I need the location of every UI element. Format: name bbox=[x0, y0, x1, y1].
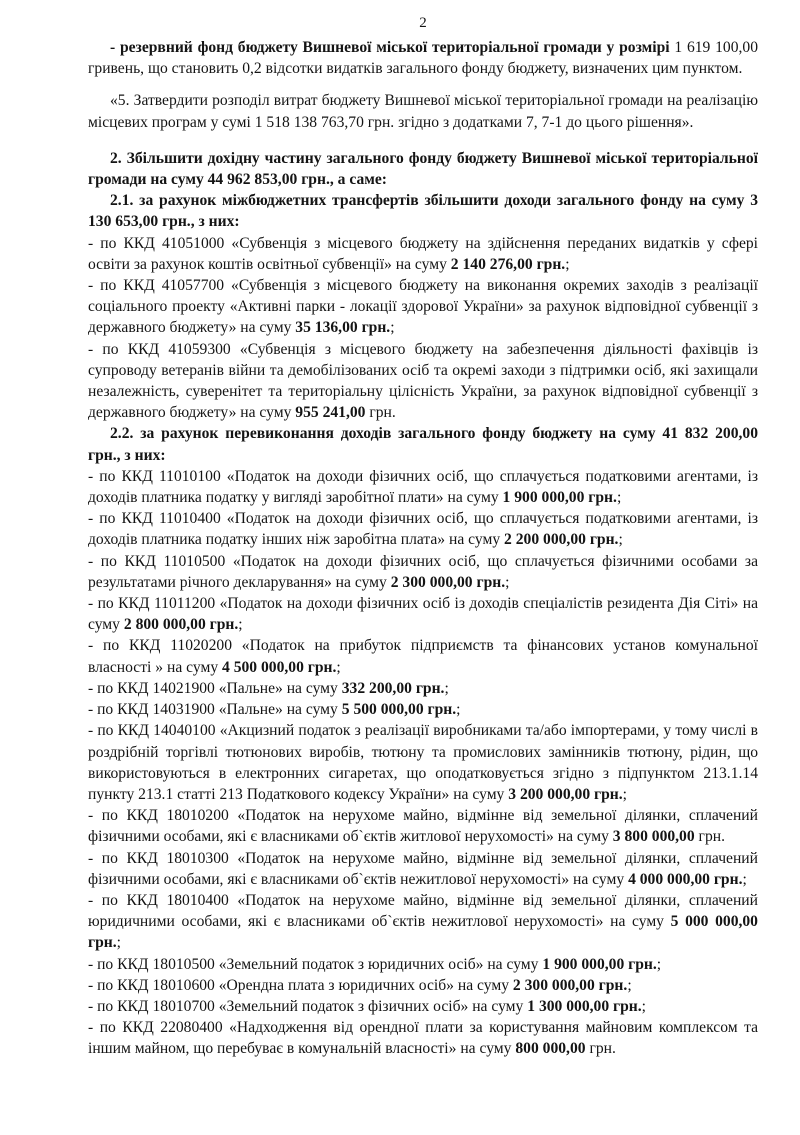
item-amount: 1 900 000,00 грн. bbox=[542, 955, 657, 973]
item-suffix: ; bbox=[618, 531, 623, 549]
subsection-2-2-heading bbox=[88, 423, 758, 465]
item-description: - по ККД 11020200 «Податок на прибуток підприємств та фінансових установ комунальної власності » на суму bbox=[88, 637, 758, 676]
list-item bbox=[88, 678, 758, 699]
item-amount: 1 900 000,00 грн. bbox=[502, 489, 617, 507]
item-amount: 2 300 000,00 грн. bbox=[390, 573, 506, 591]
item-description: - по ККД 18010500 «Земельний податок з юридичних осіб» на суму bbox=[88, 955, 543, 973]
item-suffix: ; bbox=[116, 934, 121, 952]
list-item bbox=[88, 551, 758, 593]
item-suffix: ; bbox=[656, 955, 662, 973]
list-item bbox=[88, 975, 758, 996]
item-suffix: ; bbox=[390, 319, 395, 337]
item-amount: 2 300 000,00 грн. bbox=[512, 976, 628, 994]
item-description: - по ККД 14031900 «Пальне» на суму bbox=[88, 701, 342, 719]
list-item bbox=[88, 699, 758, 720]
item-description: - по ККД 18010200 «Податок на нерухоме майно, відмінне від земельної ділянки, сплачений фізичними особами, які є власниками об`єктів житлової нерухомості» на суму bbox=[88, 807, 758, 846]
item-suffix: грн. bbox=[694, 828, 725, 846]
list-item bbox=[88, 275, 758, 339]
list-item bbox=[88, 1017, 758, 1059]
item-description: - по ККД 18010300 «Податок на нерухоме майно, відмінне від земельної ділянки, сплачений фізичними особами, які є власниками об`єктів нежитлової нерухомості» на суму bbox=[88, 849, 758, 888]
item-amount: 4 500 000,00 грн. bbox=[222, 658, 337, 676]
item-description: - по ККД 14021900 «Пальне» на суму bbox=[88, 679, 342, 697]
list-item bbox=[88, 890, 758, 954]
subsection-2-1-heading bbox=[88, 190, 758, 232]
item-amount: 955 241,00 bbox=[295, 404, 366, 422]
item-amount: 5 500 000,00 грн. bbox=[341, 701, 457, 719]
item-amount: 3 200 000,00 грн. bbox=[508, 785, 623, 803]
item-suffix: ; bbox=[616, 489, 622, 507]
item-suffix: ; bbox=[456, 701, 461, 719]
item-amount: 2 140 276,00 грн. bbox=[450, 255, 566, 273]
section-2-heading bbox=[88, 148, 758, 190]
list-item bbox=[88, 805, 758, 847]
item-5-paragraph: «5. Затвердити розподіл витрат бюджету Вишневої міської територіальної громади на реалізацію місцевих програм у сумі 1 518 138 763,70 грн. згідно з додатками 7, 7-1 до цього рішення». bbox=[88, 92, 758, 131]
item-description: - по ККД 18010600 «Орендна плата з юридичних осіб» на суму bbox=[88, 976, 513, 994]
list-item bbox=[88, 720, 758, 805]
item-description: - по ККД 11010500 «Податок на доходи фізичних осіб, що сплачується фізичними особами за результатами річного декларування» на суму bbox=[88, 552, 758, 591]
reserve-fund-lead: - резервний фонд бюджету Вишневої міської територіальної громади у розмірі bbox=[110, 39, 670, 56]
item-amount: 2 800 000,00 грн. bbox=[123, 616, 239, 634]
item-suffix: ; bbox=[627, 976, 632, 994]
item-amount: 800 000,00 bbox=[515, 1040, 586, 1058]
item-suffix: ; bbox=[238, 616, 243, 634]
item-suffix: грн. bbox=[585, 1040, 616, 1058]
subsection-2-2-list bbox=[88, 466, 758, 1060]
subsection-2-1-heading-text: 2.1. за рахунок міжбюджетних трансфертів збільшити доходи загального фонду на суму 3 130 653,00 грн., з них: bbox=[88, 192, 758, 231]
item-suffix: ; bbox=[742, 870, 747, 888]
item-amount: 2 200 000,00 грн. bbox=[504, 531, 619, 549]
list-item bbox=[88, 848, 758, 890]
item-suffix: ; bbox=[336, 658, 341, 676]
item-suffix: ; bbox=[565, 255, 570, 273]
item-description: - по ККД 41057700 «Субвенція з місцевого бюджету на виконання окремих заходів з реалізації соціального проекту «Активні парки - локації здорової України» за рахунок відповідної субвенції з державного бюджету» на суму bbox=[88, 277, 758, 337]
list-item bbox=[88, 466, 758, 508]
item-description: - по ККД 41059300 «Субвенція з місцевого бюджету на забезпечення діяльності фахівців із супроводу ветеранів війни та демобілізованих осіб та окремі заходи з підтримки осіб, які захищали незалежність, суверенітет та територіальну цілісність України, за рахунок відповідної субвенції з державного бюджету» на суму bbox=[88, 340, 758, 422]
item-amount: 35 136,00 грн. bbox=[295, 319, 391, 337]
subsection-2-2-heading-text: 2.2. за рахунок перевиконання доходів загального фонду бюджету на суму 41 832 200,00 грн., з них: bbox=[88, 425, 758, 464]
item-description: - по ККД 41051000 «Субвенція з місцевого бюджету на здійснення переданих видатків у сфері освіти за рахунок коштів освітньої субвенції» на суму bbox=[88, 234, 758, 273]
item-description: - по ККД 11010400 «Податок на доходи фізичних осіб, що сплачується податковими агентами, із доходів платника податку інших ніж заробітна плата» на суму bbox=[88, 510, 758, 549]
reserve-fund-rest: 1 619 100,00 гривень, що становить 0,2 відсотки видатків загального фонду бюджету, визначених цим пунктом. bbox=[88, 39, 758, 78]
list-item bbox=[88, 996, 758, 1017]
item-description: - по ККД 11010100 «Податок на доходи фізичних осіб, що сплачується податковими агентами, із доходів платника податку у вигляді заробітної плати» на суму bbox=[88, 467, 758, 507]
item-amount: 3 800 000,00 bbox=[612, 828, 695, 846]
item-suffix: ; bbox=[505, 573, 510, 591]
item-suffix: грн. bbox=[365, 404, 396, 422]
section-2-heading-text: 2. Збільшити дохідну частину загального фонду бюджету Вишневої міської територіальної громади на суму 44 962 853,00 грн., а саме: bbox=[88, 149, 758, 189]
list-item bbox=[88, 635, 758, 677]
list-item bbox=[88, 954, 758, 975]
document-page bbox=[88, 14, 758, 1060]
item-amount: 332 200,00 грн. bbox=[341, 679, 445, 697]
page-number: 2 bbox=[419, 15, 427, 31]
item-amount: 1 300 000,00 грн. bbox=[527, 997, 642, 1015]
item-description: - по ККД 22080400 «Надходження від орендної плати за користування майновим комплексом та іншим майном, що перебуває в комунальній власності» на суму bbox=[88, 1019, 758, 1058]
item-suffix: ; bbox=[641, 997, 646, 1015]
list-item bbox=[88, 508, 758, 550]
subsection-2-1-list bbox=[88, 233, 758, 424]
item-amount: 5 000 000,00 грн. bbox=[88, 913, 758, 952]
item-suffix: ; bbox=[444, 679, 449, 697]
item-description: - по ККД 14040100 «Акцизний податок з реалізації виробниками та/або імпортерами, у тому числі в роздрібній торгівлі тютюнових виробів, тютюну та промислових замінників тютюну, рідин, що використовуються в електронних сигаретах, що оподатковується згідно з підпунктом 213.1.14 пункту 213.1 статті 213 Податкового кодексу України» на суму bbox=[88, 722, 758, 803]
item-suffix: ; bbox=[622, 785, 628, 803]
reserve-fund-paragraph bbox=[88, 37, 758, 79]
item-description: - по ККД 18010700 «Земельний податок з фізичних осіб» на суму bbox=[88, 997, 528, 1015]
list-item bbox=[88, 233, 758, 275]
item-description: - по ККД 11011200 «Податок на доходи фізичних осіб із доходів спеціалістів резидента Дія Сіті» на суму bbox=[88, 595, 758, 634]
item-amount: 4 000 000,00 грн. bbox=[628, 870, 743, 888]
item-description: - по ККД 18010400 «Податок на нерухоме майно, відмінне від земельної ділянки, сплачений юридичними особами, які є власниками об`єктів нежитлової нерухомості» на суму bbox=[88, 891, 758, 931]
list-item bbox=[88, 593, 758, 635]
list-item bbox=[88, 339, 758, 424]
